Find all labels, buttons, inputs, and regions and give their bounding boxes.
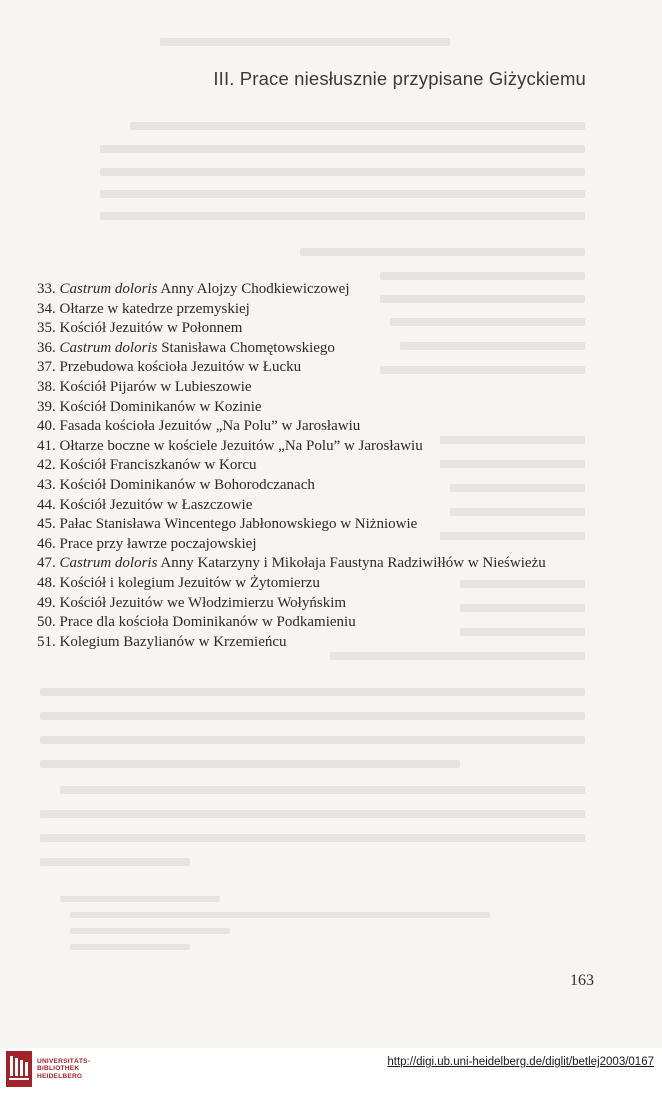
- item-number: 42.: [37, 457, 56, 474]
- item-title: Anny Alojzy Chodkiewiczowej: [157, 281, 350, 297]
- item-number: 44.: [37, 496, 56, 513]
- item-title: Ołtarze boczne w kościele Jezuitów „Na Polu” w Jarosławiu: [59, 437, 423, 454]
- section-title: III. Prace niesłusznie przypisane Giżyckiemu: [213, 68, 586, 89]
- item-title: Kolegium Bazylianów w Krzemieńcu: [59, 633, 287, 650]
- item-number: 36.: [37, 339, 56, 356]
- item-title: Kościół Franciszkanów w Korcu: [59, 457, 257, 474]
- list-item: [37, 476, 546, 496]
- item-title: Fasada kościoła Jezuitów „Na Polu” w Jarosławiu: [59, 418, 361, 435]
- list-item: [37, 633, 546, 653]
- item-title: Kościół Dominikanów w Bohorodczanach: [59, 476, 315, 493]
- logo-line: HEIDELBERG: [37, 1072, 83, 1080]
- library-logo-icon: [6, 1051, 32, 1087]
- item-number: 51.: [37, 633, 56, 650]
- item-number: 38.: [37, 378, 56, 395]
- list-item: [37, 339, 546, 359]
- item-number: 45.: [37, 516, 56, 533]
- library-logo[interactable]: [6, 1051, 90, 1087]
- item-title: Kościół i kolegium Jezuitów w Żytomierzu: [59, 574, 320, 591]
- item-number: 37.: [37, 359, 56, 376]
- item-number: 48.: [37, 574, 56, 591]
- list-item: [37, 574, 546, 594]
- item-number: 49.: [37, 594, 56, 611]
- item-title: Stanisława Chomętowskiego: [157, 339, 335, 356]
- item-number: 33.: [37, 281, 56, 297]
- list-item: [37, 358, 546, 378]
- logo-line: UNIVERSITÄTS-: [37, 1057, 91, 1065]
- page-number: 163: [570, 972, 594, 989]
- reverse-side-bleed-through: [160, 38, 450, 46]
- item-number: 43.: [37, 476, 56, 493]
- list-item: [37, 496, 546, 516]
- list-item: [37, 515, 546, 535]
- catalogue-list: [37, 280, 546, 652]
- list-item: [37, 456, 546, 476]
- item-title: Kościół Dominikanów w Kozinie: [59, 398, 262, 415]
- list-item: [37, 319, 546, 339]
- list-item: [37, 554, 546, 574]
- item-number: 39.: [37, 398, 56, 415]
- list-item: [37, 280, 546, 300]
- item-number: 50.: [37, 614, 56, 631]
- list-item: [37, 417, 546, 437]
- item-title: Ołtarze w katedrze przemyskiej: [59, 300, 250, 317]
- item-title: Przebudowa kościoła Jezuitów w Łucku: [59, 359, 302, 376]
- item-title: Pałac Stanisława Wincentego Jabłonowskiego w Niżniowie: [59, 516, 418, 533]
- item-number: 40.: [37, 418, 56, 435]
- item-number: 46.: [37, 535, 56, 552]
- item-number: 34.: [37, 300, 56, 317]
- item-number: 35.: [37, 320, 56, 337]
- item-number: 47.: [37, 555, 56, 572]
- list-item: [37, 594, 546, 614]
- item-title: Kościół Jezuitów w Łaszczowie: [59, 496, 253, 513]
- list-item: [37, 535, 546, 555]
- item-title: Kościół Jezuitów w Połonnem: [59, 320, 243, 337]
- item-title: Kościół Jezuitów we Włodzimierzu Wołyńskim: [59, 594, 347, 611]
- item-italic-title: Castrum doloris: [59, 339, 158, 356]
- item-number: 41.: [37, 437, 56, 454]
- item-title: Anny Katarzyny i Mikołaja Faustyna Radziwiłłów w Nieświeżu: [157, 555, 546, 572]
- list-item: [37, 437, 546, 457]
- logo-line: BIBLIOTHEK: [37, 1065, 80, 1073]
- list-item: [37, 613, 546, 633]
- list-item: [37, 300, 546, 320]
- permalink-url[interactable]: http://digi.ub.uni-heidelberg.de/diglit/betlej2003/0167: [387, 1056, 654, 1068]
- item-title: Prace dla kościoła Dominikanów w Podkamieniu: [59, 614, 356, 631]
- item-italic-title: Castrum doloris: [59, 555, 158, 572]
- library-logo-text: [37, 1058, 90, 1081]
- list-item: [37, 398, 546, 418]
- item-italic-title: Castrum doloris: [59, 281, 158, 297]
- list-item: [37, 378, 546, 398]
- item-title: Prace przy ławrze poczajowskiej: [59, 535, 257, 552]
- item-title: Kościół Pijarów w Lubieszowie: [59, 378, 252, 395]
